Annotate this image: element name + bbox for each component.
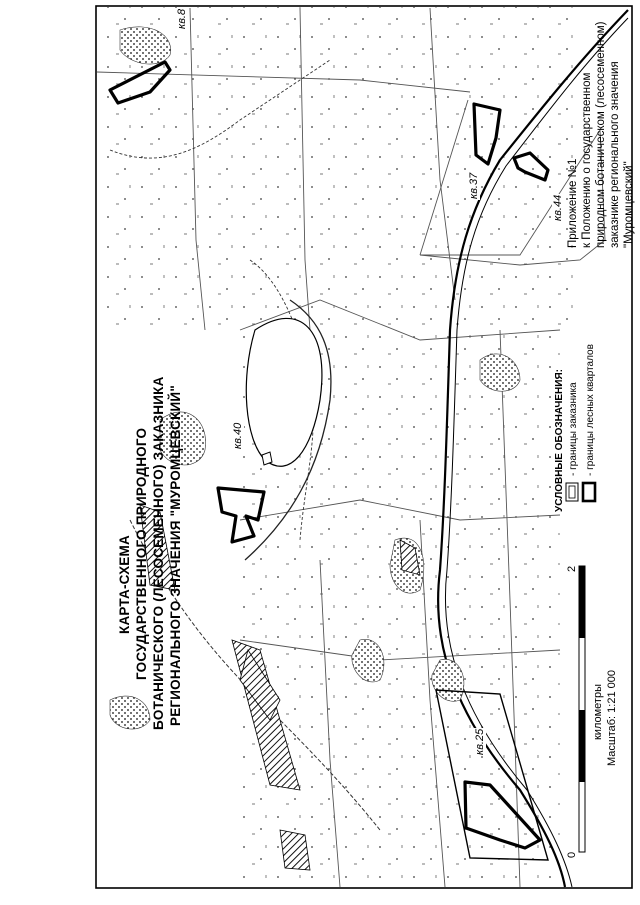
title-line: РЕГИОНАЛЬНОГО ЗНАЧЕНИЯ "МУРОМЦЕВСКИЙ" [168, 385, 183, 726]
title-line: КАРТА-СХЕМА [117, 535, 132, 634]
appendix-line: к Положению о государственном [581, 72, 593, 248]
legend-swatch-thin [583, 483, 595, 501]
legend-heading: УСЛОВНЫЕ ОБОЗНАЧЕНИЯ: [554, 369, 565, 512]
quarter-label-kv8: кв.8 [176, 8, 188, 29]
scale-ratio: Масштаб: 1:21 000 [606, 670, 618, 766]
scale-bar [579, 566, 585, 852]
title-line: ГОСУДАРСТВЕННОГО ПРИРОДНОГО [134, 427, 149, 680]
quarter-label-kv37: кв.37 [468, 172, 480, 199]
settlement-block [280, 830, 310, 870]
scale-tick-end: 2 [566, 565, 578, 572]
quarter-label-kv40: кв.40 [232, 422, 244, 449]
quarter-label-kv25: кв.25 [474, 728, 486, 755]
appendix [566, 22, 636, 318]
appendix-line: Приложение №1 [567, 158, 579, 248]
scale-bar-segment [579, 566, 585, 638]
appendix-line: "Муромцевский" [623, 161, 635, 248]
legend-item-reserve: - границы заказника [568, 382, 579, 476]
appendix-line: заказнике регионального значения [609, 61, 621, 248]
lake-island [262, 452, 272, 465]
scale-bar-segment [579, 710, 585, 782]
quarter-label-kv44: кв.44 [552, 194, 564, 221]
appendix-line: природном ботаническом (лесосеменном) [595, 21, 607, 248]
scale-tick-start: 0 [566, 851, 578, 858]
map-title [116, 376, 184, 730]
legend-item-quarters: - границы лесных кварталов [585, 344, 596, 476]
scale-units: километры [592, 684, 604, 740]
title-line: БОТАНИЧЕСКОГО (ЛЕСОСЕМЕННОГО) ЗАКАЗНИКА [151, 376, 166, 730]
